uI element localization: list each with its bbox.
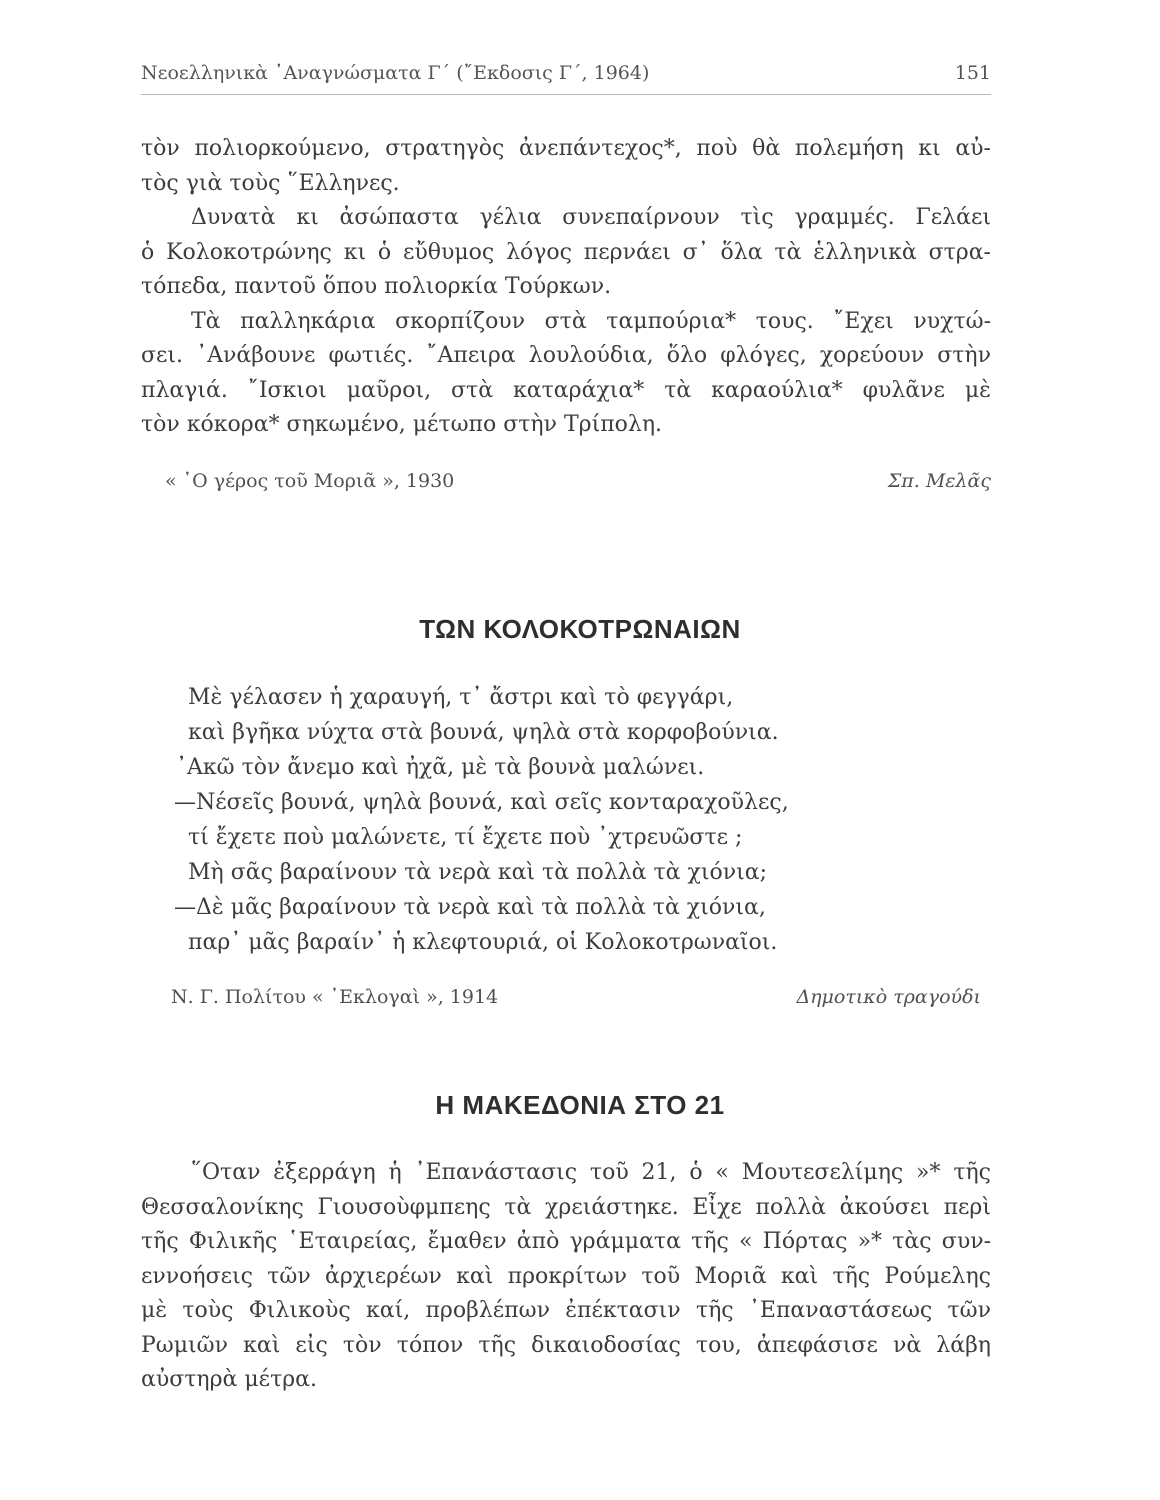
citation-author: Δημοτικὸ τραγούδι	[796, 986, 981, 1008]
citation-source: Ν. Γ. Πολίτου « ᾿Εκλογαὶ », 1914	[171, 986, 499, 1008]
prose-line: τὸν πολιορκούμενο, στρατηγὸς ἀνεπάντεχος*, ποὺ θὰ πολεμήση κι αὐ-	[141, 136, 991, 161]
poem	[174, 680, 888, 960]
prose-line: τόπεδα, παντοῦ ὅπου πολιορκία Τούρκων.	[141, 274, 612, 299]
prose-line: τῆς Φιλικῆς ῾Εταιρείας, ἔμαθεν ἀπὸ γράμματα τῆς « Πόρτας »* τὰς συν-	[141, 1229, 991, 1254]
prose-line: πλαγιά. ῎Ισκιοι μαῦροι, στὰ καταράχια* τὰ καραούλια* φυλᾶνε μὲ	[141, 377, 991, 403]
poem-line: τί ἔχετε ποὺ μαλώνετε, τί ἔχετε ποὺ ᾿χτρευῶστε ;	[188, 825, 743, 850]
poem-line: Μὴ σᾶς βαραίνουν τὰ νερὰ καὶ τὰ πολλὰ τὰ χιόνια;	[188, 860, 767, 885]
poem-line: παρ᾽ μᾶς βαραίν᾽ ἡ κλεφτουριά, οἱ Κολοκοτρωναῖοι.	[188, 930, 778, 955]
section-title-makedonia: Η ΜΑΚΕΔΟΝΙΑ ΣΤΟ 21	[435, 1090, 725, 1120]
poem-line: ᾿Ακῶ τὸν ἄνεμο καὶ ἠχᾶ, μὲ τὰ βουνὰ μαλώνει.	[176, 755, 705, 780]
prose-line: μὲ τοὺς Φιλικοὺς καί, προβλέπων ἐπέκτασιν τῆς ᾿Επαναστάσεως τῶν	[141, 1298, 991, 1323]
prose-line: ὁ Κολοκοτρώνης κι ὁ εὔθυμος λόγος περνάει σ᾽ ὅλα τὰ ἑλληνικὰ στρα-	[141, 239, 991, 265]
running-title: Νεοελληνικὰ ᾿Αναγνώσματα Γ΄ (῎Εκδοσις Γ΄, 1964)	[141, 62, 650, 84]
prose-line: σει. ᾿Ανάβουνε φωτιές. ῎Απειρα λουλούδια, ὅλο φλόγες, χορεύουν στὴν	[141, 343, 991, 368]
poem-line: Μὲ γέλασεν ἡ χαραυγή, τ᾽ ἄστρι καὶ τὸ φεγγάρι,	[188, 685, 734, 710]
prose-line: τὸς γιὰ τοὺς ῞Ελληνες.	[141, 170, 400, 196]
prose-excerpt	[141, 132, 991, 443]
prose-line: αὐστηρὰ μέτρα.	[141, 1367, 318, 1392]
citation-source: « ῾Ο γέρος τοῦ Μοριᾶ », 1930	[165, 470, 455, 492]
prose-makedonia	[141, 1156, 991, 1398]
prose-line: ῞Οταν ἐξερράγη ἡ ᾿Επανάστασις τοῦ 21, ὁ « Μουτεσελίμης »* τῆς	[191, 1160, 991, 1185]
prose-line: Ρωμιῶν καὶ εἰς τὸν τόπον τῆς δικαιοδοσίας του, ἀπεφάσισε νὰ λάβη	[141, 1332, 991, 1358]
poem-line: —Νέσεῖς βουνά, ψηλὰ βουνά, καὶ σεῖς κονταραχοῦλες,	[174, 790, 789, 815]
citation-2	[141, 986, 991, 1016]
prose-line: Τὰ παλληκάρια σκορπίζουν στὰ ταμπούρια* τους. ῎Εχει νυχτώ-	[191, 308, 991, 334]
page-number: 151	[954, 62, 991, 84]
running-header	[141, 62, 991, 92]
prose-line: εννοήσεις τῶν ἀρχιερέων καὶ προκρίτων τοῦ Μοριᾶ καὶ τῆς Ρούμελης	[141, 1263, 991, 1289]
prose-line: Θεσσαλονίκης Γιουσοὺφμπεης τὰ χρειάστηκε. Εἶχε πολλὰ ἀκούσει περὶ	[141, 1194, 991, 1220]
prose-line: τὸν κόκορα* σηκωμένο, μέτωπο στὴν Τρίπολη.	[141, 412, 663, 437]
section-title-kolokotronaion: ΤΩΝ ΚΟΛΟΚΟΤΡΩΝΑΙΩΝ	[419, 614, 741, 644]
citation-author: Σπ. Μελᾶς	[887, 470, 991, 492]
citation-1	[141, 470, 991, 500]
poem-line: —Δὲ μᾶς βαραίνουν τὰ νερὰ καὶ τὰ πολλὰ τὰ χιόνια,	[174, 895, 766, 920]
prose-line: Δυνατὰ κι ἀσώπαστα γέλια συνεπαίρνουν τὶς γραμμές. Γελάει	[191, 205, 991, 230]
poem-line: καὶ βγῆκα νύχτα στὰ βουνά, ψηλὰ στὰ κορφοβούνια.	[188, 720, 779, 745]
header-rule	[141, 94, 991, 95]
